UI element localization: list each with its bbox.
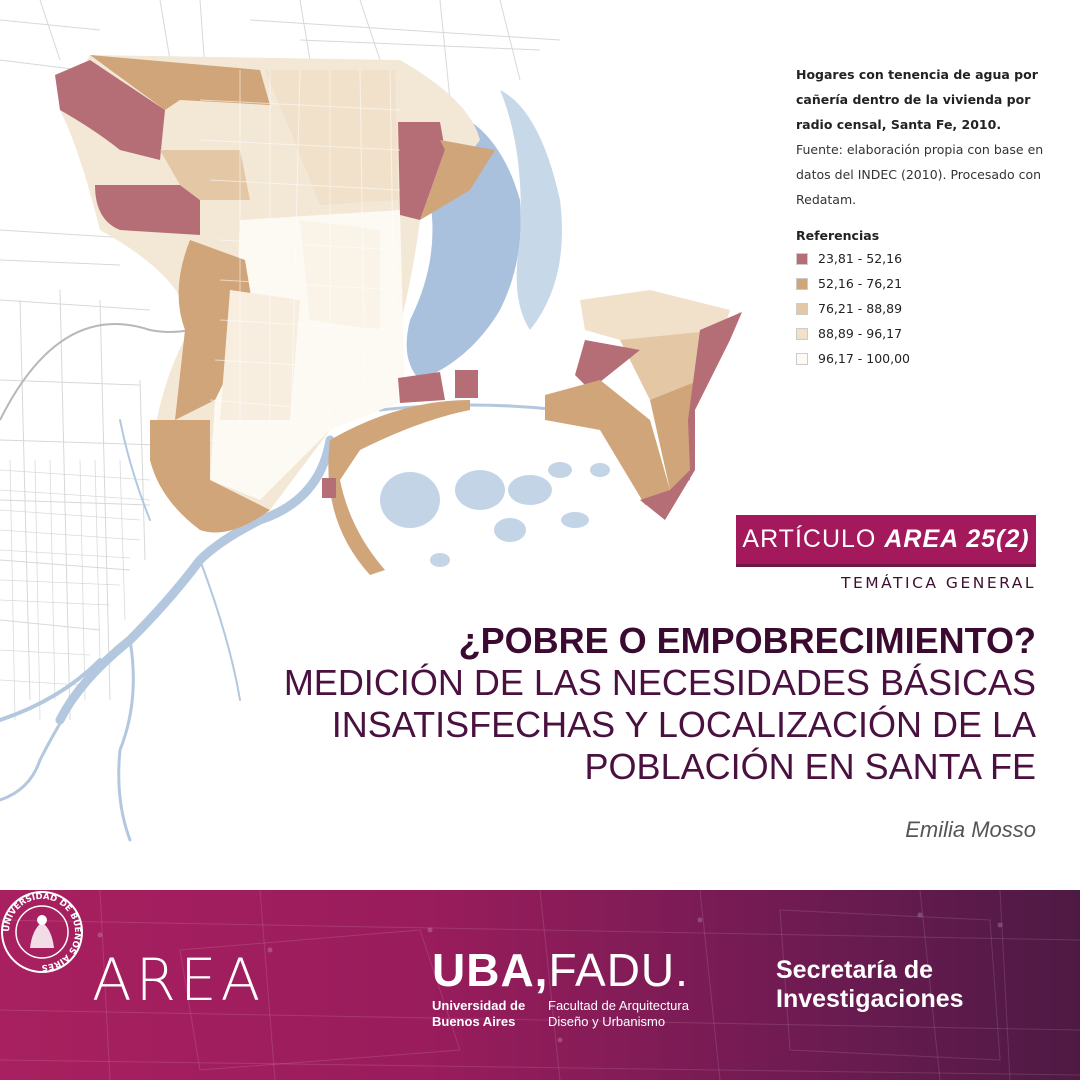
secretaria-label: Secretaría de Investigaciones — [776, 956, 964, 1013]
article-badge — [736, 515, 1036, 567]
title-line-4: POBLACIÓN EN SANTA FE — [584, 746, 1036, 787]
map-legend — [796, 62, 1066, 371]
footer-banner — [0, 890, 1080, 1080]
legend-swatch — [796, 278, 808, 290]
title-line-1: ¿POBRE O EMPOBRECIMIENTO? — [458, 620, 1036, 661]
legend-range-label: 52,16 - 76,21 — [818, 276, 903, 291]
zone-low-port — [398, 372, 445, 403]
article-title — [276, 620, 1036, 788]
zone-light-c — [300, 220, 380, 330]
uba-seal-icon — [0, 890, 84, 974]
section-label: TEMÁTICA GENERAL — [841, 574, 1036, 592]
zone-light-b — [220, 290, 300, 420]
uba-fadu-logo — [432, 946, 708, 1030]
title-line-2: MEDICIÓN DE LAS NECESIDADES BÁSICAS — [283, 662, 1036, 703]
fadu-wordmark: FADU. — [548, 944, 689, 996]
legend-swatch — [796, 253, 808, 265]
article-prefix: ARTÍCULO — [742, 525, 877, 553]
article-journal: AREA 25(2) — [884, 525, 1030, 553]
legend-range-label: 88,89 - 96,17 — [818, 326, 903, 341]
legend-row — [796, 346, 1066, 371]
zone-low-coast — [322, 478, 336, 498]
legend-title: Hogares con tenencia de agua por cañería dentro de la vivienda por radio censal, Santa Fe, 2010. — [796, 67, 1038, 132]
legend-row — [796, 296, 1066, 321]
uba-wordmark: UBA, — [432, 944, 549, 996]
title-line-3: INSATISFECHAS Y LOCALIZACIÓN DE LA — [331, 704, 1036, 745]
legend-references-label: Referencias — [796, 228, 880, 243]
legend-source: Fuente: elaboración propia con base en datos del INDEC (2010). Procesado con Redatam. — [796, 142, 1044, 207]
seal-text: UNIVERSIDAD DE BUENOS AIRES — [1, 891, 83, 973]
zone-low-port-2 — [455, 370, 478, 398]
area-logo: AREA — [92, 946, 265, 1014]
legend-row — [796, 246, 1066, 271]
fadu-full-name: Facultad de Arquitectura Diseño y Urbanismo — [548, 998, 689, 1029]
uba-full-name: Universidad de Buenos Aires — [432, 998, 526, 1029]
legend-row — [796, 321, 1066, 346]
legend-range-label: 23,81 - 52,16 — [818, 251, 903, 266]
legend-swatch — [796, 328, 808, 340]
legend-swatch — [796, 303, 808, 315]
legend-swatch — [796, 353, 808, 365]
islands — [380, 462, 610, 567]
author-name: Emilia Mosso — [905, 817, 1036, 842]
legend-range-label: 96,17 - 100,00 — [818, 351, 910, 366]
legend-range-label: 76,21 - 88,89 — [818, 301, 903, 316]
legend-row — [796, 271, 1066, 296]
